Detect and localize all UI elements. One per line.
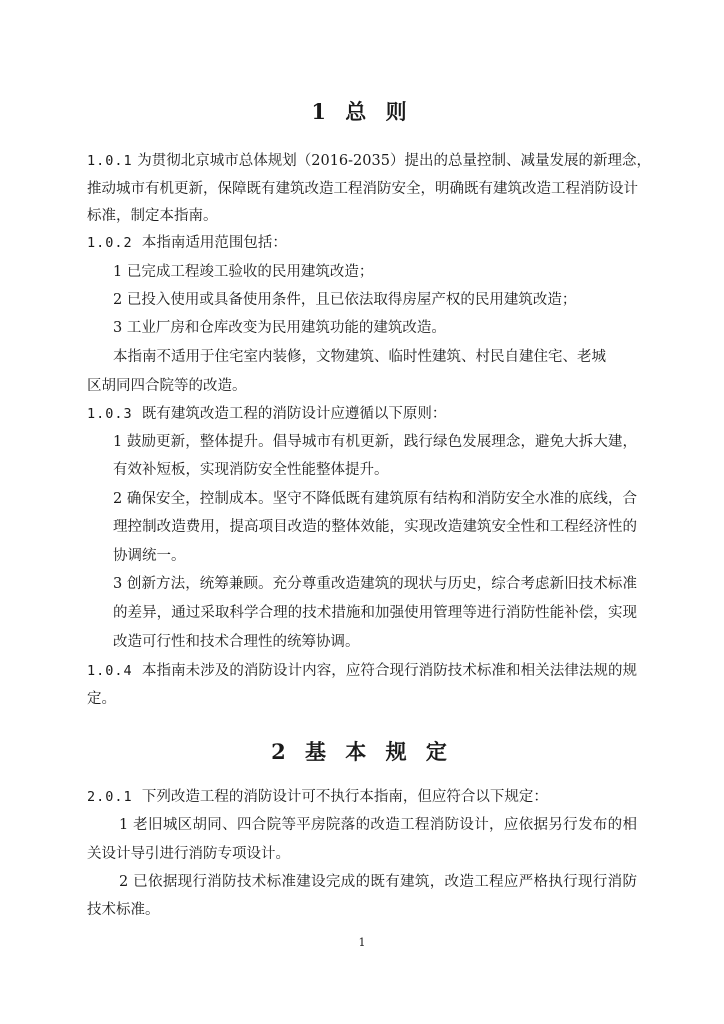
principle-2-line3: 协调统一。: [113, 548, 186, 564]
clause-1-0-4-line2: 定。: [87, 691, 116, 707]
principle-1-line2: 有效补短板，实现消防安全性能整体提升。: [113, 462, 389, 478]
clause-2-0-1-item-1-line1: 1 老旧城区胡同、四合院等平房院落的改造工程消防设计，应依据另行发布的相: [119, 817, 637, 833]
clause-1-0-2-item-1: 1 已完成工程竣工验收的民用建筑改造；: [113, 264, 374, 280]
principle-2-line2: 理控制改造费用，提高项目改造的整体效能，实现改造建筑安全性和工程经济性的: [113, 519, 637, 535]
clause-1-0-2-item-3: 3 工业厂房和仓库改变为民用建筑功能的建筑改造。: [113, 320, 446, 336]
clause-text: 本指南未涉及的消防设计内容，应符合现行消防技术标准和相关法律法规的规: [141, 663, 637, 679]
clause-number: 1.0.1: [87, 153, 133, 169]
clause-1-0-1-line3: 标准，制定本指南。: [87, 208, 218, 224]
clause-1-0-4-line1: [87, 661, 637, 681]
principle-1-line1: 1 鼓励更新，整体提升。倡导城市有机更新，践行绿色发展理念，避免大拆大建，: [113, 434, 637, 450]
clause-2-0-1-item-2-line1: 2 已依据现行消防技术标准建设完成的既有建筑，改造工程应严格执行现行消防: [119, 874, 637, 890]
clause-1-0-2: [87, 233, 287, 253]
principle-3-line3: 改造可行性和技术合理性的统筹协调。: [113, 634, 360, 650]
principle-3-line1: 3 创新方法，统筹兼顾。充分尊重改造建筑的现状与历史，综合考虑新旧技术标准: [113, 576, 637, 592]
clause-2-0-1: [87, 787, 548, 807]
clause-1-0-3: [87, 404, 446, 424]
clause-1-0-2-exclude-line1: 本指南不适用于住宅室内装修，文物建筑、临时性建筑、村民自建住宅、老城: [113, 349, 606, 365]
clause-text: 本指南适用范围包括：: [141, 235, 287, 251]
clause-number: 1.0.4: [87, 663, 133, 679]
principle-3-line2: 的差异，通过采取科学合理的技术措施和加强使用管理等进行消防性能补偿，实现: [113, 605, 637, 621]
page-number: 1: [358, 936, 366, 949]
clause-1-0-2-item-2: 2 已投入使用或具备使用条件，且已依法取得房屋产权的民用建筑改造；: [113, 292, 577, 308]
clause-text: 下列改造工程的消防设计可不执行本指南，但应符合以下规定：: [141, 789, 548, 805]
chapter-2-title: 2 基 本 规 定: [271, 739, 453, 764]
clause-number: 2.0.1: [87, 789, 133, 805]
clause-1-0-1-line2: 推动城市有机更新，保障既有建筑改造工程消防安全，明确既有建筑改造工程消防设计: [87, 181, 638, 197]
clause-1-0-2-exclude-line2: 区胡同四合院等的改造。: [87, 378, 247, 394]
clause-1-0-1-line1: [87, 151, 651, 171]
clause-text: 既有建筑改造工程的消防设计应遵循以下原则：: [141, 406, 447, 422]
clause-number: 1.0.2: [87, 235, 133, 251]
clause-2-0-1-item-2-line2: 技术标准。: [87, 902, 160, 918]
clause-2-0-1-item-1-line2: 关设计导引进行消防专项设计。: [87, 846, 290, 862]
clause-text: 为贯彻北京城市总体规划（2016-2035）提出的总量控制、减量发展的新理念，: [137, 153, 651, 169]
clause-number: 1.0.3: [87, 406, 133, 422]
principle-2-line1: 2 确保安全，控制成本。坚守不降低既有建筑原有结构和消防安全水准的底线，合: [113, 491, 637, 507]
chapter-1-title: 1 总 则: [311, 99, 413, 124]
